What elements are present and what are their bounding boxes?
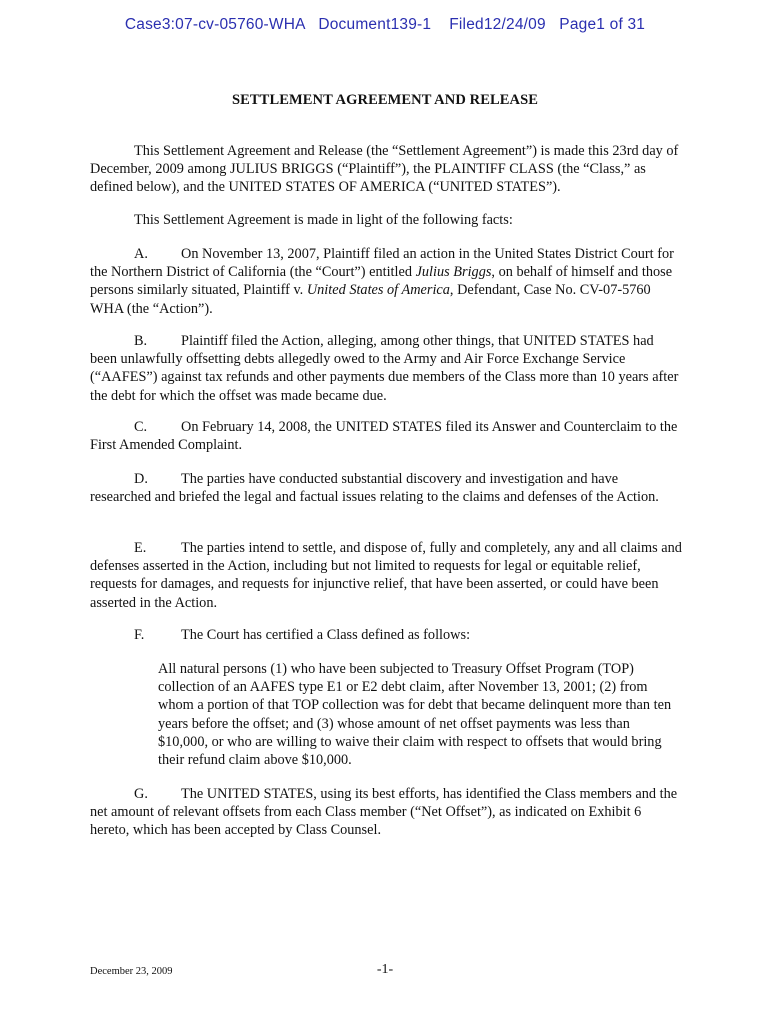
paragraph-f-text: The Court has certified a Class defined as follows:	[181, 627, 471, 643]
intro-paragraph: This Settlement Agreement and Release (the “Settlement Agreement”) is made this 23rd day of December, 2009 among JULIUS BRIGGS (“Plaintiff”), the PLAINTIFF CLASS (the “Class,” as defined below), and the UNITED STATES OF AMERICA (“UNITED STATES”).	[90, 143, 679, 196]
paragraph-c	[90, 418, 682, 454]
paragraph-c-text: On February 14, 2008, the UNITED STATES filed its Answer and Counterclaim to the First Amended Complaint.	[90, 419, 678, 454]
paragraph-f-label: F.	[134, 627, 145, 643]
paragraph-b-text: Plaintiff filed the Action, alleging, among other things, that UNITED STATES had been unlawfully offsetting debts allegedly owed to the Army and Air Force Exchange Service (“AAFES”) against tax refunds and other payments due members of the Class more than 10 years after the debt for which the offset was made became due.	[90, 333, 679, 404]
paragraph-e-text: The parties intend to settle, and dispose of, fully and completely, any and all claims and defenses asserted in the Action, including but not limited to requests for legal or equitable relief, requests for damages, and requests for injunctive relief, that have been asserted, or could have been asserted in the Action.	[90, 540, 682, 611]
document-title: SETTLEMENT AGREEMENT AND RELEASE	[231, 92, 539, 108]
paragraph-c-label: C.	[134, 419, 148, 435]
paragraph-a	[90, 245, 682, 318]
paragraph-d-label: D.	[134, 471, 148, 487]
paragraph-a-label: A.	[134, 246, 148, 262]
facts-intro: This Settlement Agreement is made in light of the following facts:	[134, 212, 513, 228]
class-definition-block: All natural persons (1) who have been subjected to Treasury Offset Program (TOP) collection of an AAFES type E1 or E2 debt claim, after November 13, 2001; (2) from whom a portion of that TOP collection was for debt that became delinquent more than ten years before the offset; and (3) whose amount of net offset payments was less than $10,000, or who are willing to waive their claim with respect to offsets that would bring their refund claim above $10,000.	[158, 661, 672, 769]
paragraph-g-label: G.	[134, 786, 148, 802]
paragraph-d-text: The parties have conducted substantial discovery and investigation and have researched and briefed the legal and factual issues relating to the claims and defenses of the Action.	[90, 471, 659, 506]
footer-date: December 23, 2009	[90, 966, 173, 977]
paragraph-a-text-2: , on behalf of himself and those persons similarly situated, Plaintiff v.	[90, 264, 673, 299]
paragraph-g	[90, 785, 682, 840]
paragraph-a-case-name: Julius Briggs	[415, 264, 492, 281]
paragraph-b-label: B.	[134, 333, 148, 349]
paragraph-f	[90, 626, 682, 644]
paragraph-d	[90, 470, 682, 506]
paragraph-g-text: The UNITED STATES, using its best efforts, has identified the Class members and the net amount of relevant offsets from each Class member (“Net Offset”), as indicated on Exhibit 6 hereto, which has been accepted by Class Counsel.	[90, 786, 678, 839]
court-filing-stamp: Case3:07-cv-05760-WHA Document139-1 Filed12/24/09 Page1 of 31	[124, 16, 646, 33]
paragraph-b	[90, 332, 682, 405]
paragraph-e-label: E.	[134, 540, 147, 556]
paragraph-a-text-3: , Defendant, Case No. CV-07-5760 WHA (the “Action”).	[90, 282, 651, 317]
paragraph-a-text-1: On November 13, 2007, Plaintiff filed an action in the United States District Court for the Northern District of California (the “Court”) entitled	[90, 246, 674, 281]
paragraph-a-defendant-name: United States of America	[306, 282, 450, 299]
paragraph-e	[90, 539, 682, 612]
page-number: -1-	[376, 962, 394, 977]
